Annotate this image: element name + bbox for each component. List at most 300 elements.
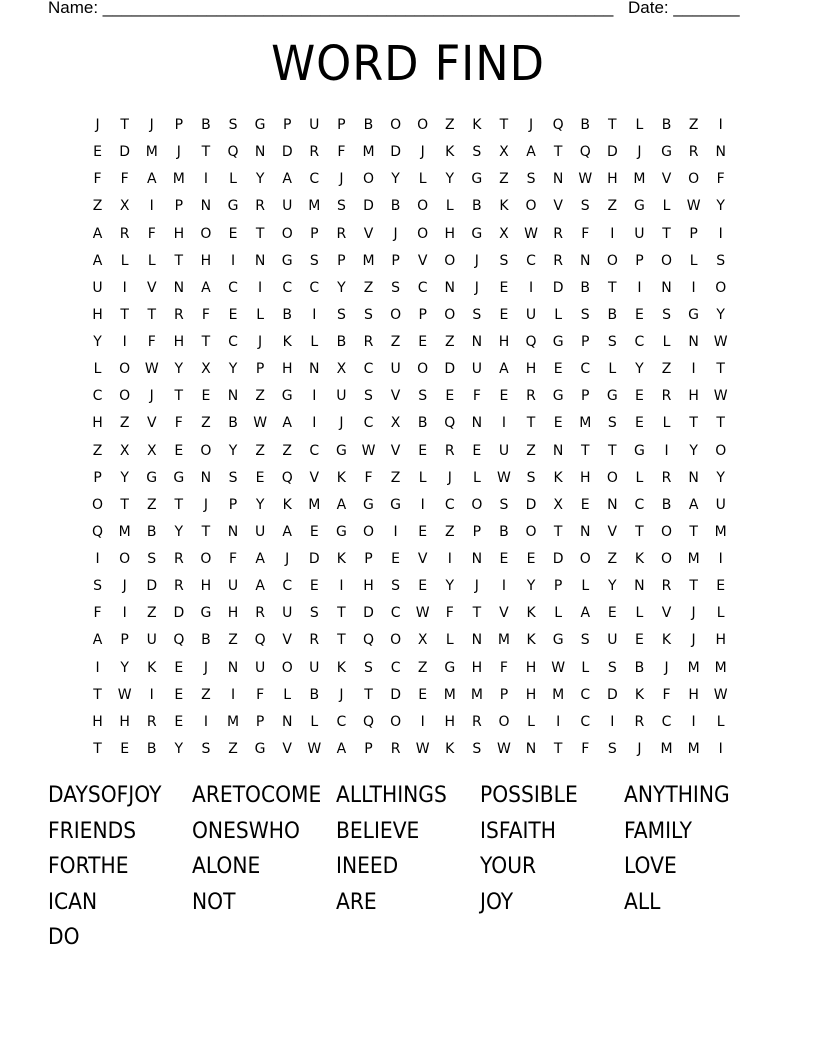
grid-letter: W xyxy=(307,740,322,757)
grid-letter: H xyxy=(688,686,699,703)
grid-letter: S xyxy=(607,740,617,757)
grid-letter: S xyxy=(607,334,617,350)
grid-letter: R xyxy=(173,578,184,595)
grid-letter: C xyxy=(282,578,293,595)
grid-letter: V xyxy=(146,415,157,432)
grid-letter: T xyxy=(499,117,509,133)
word-list-item: DAYSOFJOY xyxy=(48,783,162,808)
grid-letter: W xyxy=(713,334,728,350)
grid-letter: V xyxy=(282,740,292,757)
grid-letter: J xyxy=(420,144,425,161)
grid-letter: J xyxy=(637,144,642,161)
grid-letter: A xyxy=(92,225,103,242)
grid-letter: K xyxy=(634,686,645,703)
grid-letter: H xyxy=(471,659,483,676)
grid-letter: O xyxy=(661,523,673,540)
grid-letter: E xyxy=(634,632,644,649)
grid-letter: Z xyxy=(146,496,157,513)
grid-letter: M xyxy=(470,686,483,703)
grid-letter: U xyxy=(390,361,401,378)
grid-letter: K xyxy=(634,551,645,567)
grid-letter: M xyxy=(226,713,240,730)
grid-letter: E xyxy=(418,523,428,540)
grid-letter: J xyxy=(203,496,208,513)
grid-letter: L xyxy=(662,198,671,215)
grid-letter: W xyxy=(497,740,511,757)
grid-letter: X xyxy=(553,496,563,513)
grid-letter: E xyxy=(228,306,238,323)
grid-letter: O xyxy=(498,713,510,730)
grid-letter: D xyxy=(606,686,618,703)
grid-letter: H xyxy=(444,713,456,730)
grid-letter: M xyxy=(633,171,646,188)
grid-letter: M xyxy=(362,252,375,269)
grid-letter: I xyxy=(312,388,317,405)
grid-letter: H xyxy=(525,686,537,703)
grid-letter: W xyxy=(524,225,538,242)
grid-letter: N xyxy=(634,578,645,595)
grid-letter: A xyxy=(336,496,347,513)
grid-letter: J xyxy=(203,659,208,676)
grid-letter: I xyxy=(312,415,317,432)
grid-letter: F xyxy=(364,469,373,486)
grid-letter: R xyxy=(526,388,536,405)
grid-letter: D xyxy=(552,551,564,567)
grid-letter: S xyxy=(499,496,509,513)
grid-letter: S xyxy=(336,306,346,323)
grid-letter: F xyxy=(445,605,454,622)
grid-letter: H xyxy=(715,632,726,649)
grid-letter: K xyxy=(445,144,455,161)
grid-letter: Y xyxy=(635,361,644,378)
grid-letter: U xyxy=(282,605,293,622)
grid-letter: B xyxy=(580,117,591,133)
grid-letter: E xyxy=(174,442,184,459)
grid-letter: E xyxy=(201,388,211,405)
grid-letter: U xyxy=(498,442,510,459)
grid-letter: O xyxy=(390,306,402,323)
grid-letter: N xyxy=(579,252,591,269)
grid-letter: K xyxy=(526,632,536,649)
grid-letter: C xyxy=(363,361,374,378)
grid-letter: P xyxy=(255,713,265,730)
grid-letter: L xyxy=(635,469,644,486)
grid-letter: N xyxy=(471,334,483,350)
grid-letter: M xyxy=(145,144,158,161)
grid-letter: N xyxy=(715,144,726,161)
grid-letter: E xyxy=(580,496,590,513)
grid-letter: H xyxy=(363,578,374,595)
grid-letter: F xyxy=(93,605,102,622)
grid-letter: A xyxy=(92,632,103,649)
grid-letter: Y xyxy=(255,171,265,188)
grid-letter: P xyxy=(310,225,319,242)
grid-letter: Z xyxy=(228,632,238,649)
grid-letter: P xyxy=(364,551,373,567)
grid-letter: L xyxy=(418,469,427,486)
grid-letter: D xyxy=(390,144,401,161)
grid-letter: K xyxy=(445,740,455,757)
grid-letter: T xyxy=(201,523,211,540)
grid-letter: O xyxy=(606,469,618,486)
grid-letter: H xyxy=(525,361,537,378)
grid-letter: P xyxy=(581,388,590,405)
grid-letter: Y xyxy=(716,306,725,323)
grid-letter: T xyxy=(662,225,671,242)
grid-letter: Z xyxy=(92,198,103,215)
grid-letter: C xyxy=(580,361,591,378)
grid-letter: A xyxy=(526,144,536,161)
grid-letter: O xyxy=(417,117,429,133)
grid-letter: I xyxy=(95,659,100,676)
grid-letter: V xyxy=(661,171,672,188)
grid-letter: S xyxy=(716,252,726,269)
grid-letter: R xyxy=(309,144,320,161)
grid-letter: A xyxy=(688,496,699,513)
grid-letter: B xyxy=(146,740,157,757)
grid-letter: P xyxy=(282,117,292,133)
grid-letter: T xyxy=(716,415,725,432)
grid-letter: B xyxy=(363,117,374,133)
grid-letter: P xyxy=(337,117,346,133)
grid-letter: N xyxy=(688,334,699,350)
grid-letter: H xyxy=(200,252,212,269)
grid-letter: I xyxy=(637,279,642,296)
grid-letter: F xyxy=(581,225,590,242)
grid-letter: P xyxy=(174,198,184,215)
grid-letter: R xyxy=(688,144,699,161)
grid-letter: Z xyxy=(363,279,374,296)
grid-letter: Y xyxy=(716,198,725,215)
grid-letter: R xyxy=(119,225,130,242)
grid-letter: D xyxy=(444,361,456,378)
grid-letter: T xyxy=(120,306,129,323)
grid-letter: J xyxy=(339,171,344,188)
grid-letter: E xyxy=(93,144,102,161)
grid-letter: L xyxy=(256,306,265,323)
grid-letter: N xyxy=(579,523,591,540)
grid-letter: Y xyxy=(255,496,265,513)
grid-letter: Z xyxy=(201,415,211,432)
grid-letter: L xyxy=(472,469,481,486)
grid-letter: T xyxy=(689,578,698,595)
grid-letter: E xyxy=(553,361,563,378)
grid-letter: J xyxy=(528,117,534,133)
grid-letter: C xyxy=(228,279,238,296)
grid-letter: W xyxy=(713,388,728,405)
grid-letter: P xyxy=(174,117,184,133)
grid-letter: Z xyxy=(146,605,157,622)
grid-letter: J xyxy=(258,334,263,350)
grid-letter: I xyxy=(203,171,208,188)
grid-letter: S xyxy=(391,279,401,296)
letter-grid xyxy=(84,112,734,763)
grid-letter: Y xyxy=(526,578,536,595)
grid-letter: S xyxy=(228,469,238,486)
grid-letter: Z xyxy=(119,415,130,432)
grid-letter: J xyxy=(149,388,154,405)
grid-letter: N xyxy=(525,740,537,757)
grid-letter: R xyxy=(661,469,672,486)
grid-letter: G xyxy=(335,442,347,459)
grid-letter: D xyxy=(146,578,158,595)
grid-letter: X xyxy=(417,632,428,649)
grid-letter: C xyxy=(444,496,455,513)
grid-letter: N xyxy=(661,279,672,296)
grid-letter: K xyxy=(282,334,292,350)
grid-letter: S xyxy=(472,144,482,161)
grid-letter: F xyxy=(499,659,508,676)
grid-letter: C xyxy=(526,252,536,269)
grid-letter: Z xyxy=(607,551,618,567)
grid-letter: Y xyxy=(716,469,725,486)
grid-letter: H xyxy=(227,605,239,622)
grid-letter: L xyxy=(147,252,156,269)
word-list-item: ISFAITH xyxy=(480,818,557,844)
grid-letter: G xyxy=(444,659,456,676)
grid-letter: U xyxy=(254,523,266,540)
grid-letter: A xyxy=(282,523,292,540)
grid-letter: K xyxy=(526,605,536,622)
word-list-item: BELIEVE xyxy=(336,818,420,844)
grid-letter: O xyxy=(200,551,212,567)
grid-letter: I xyxy=(420,713,425,730)
grid-letter: J xyxy=(95,117,100,133)
grid-letter: Z xyxy=(92,442,103,459)
grid-letter: F xyxy=(93,171,102,188)
grid-letter: S xyxy=(526,469,536,486)
grid-letter: H xyxy=(688,388,699,405)
grid-letter: L xyxy=(554,605,563,622)
grid-letter: D xyxy=(390,686,401,703)
grid-letter: P xyxy=(93,469,102,486)
grid-letter: V xyxy=(499,605,509,622)
grid-letter: O xyxy=(444,252,456,269)
grid-letter: Q xyxy=(281,469,293,486)
grid-letter: X xyxy=(336,361,347,378)
grid-letter: U xyxy=(607,632,618,649)
grid-letter: Z xyxy=(499,171,509,188)
grid-letter: L xyxy=(283,686,292,703)
grid-letter: D xyxy=(525,496,537,513)
grid-letter: P xyxy=(581,334,590,350)
grid-letter: K xyxy=(661,632,672,649)
grid-letter: I xyxy=(691,713,696,730)
grid-letter: E xyxy=(120,740,130,757)
grid-letter: E xyxy=(499,388,509,405)
grid-letter: D xyxy=(606,144,618,161)
word-list-item: DO xyxy=(48,925,80,951)
grid-letter: E xyxy=(174,659,184,676)
grid-letter: Z xyxy=(688,117,699,133)
grid-letter: L xyxy=(310,713,319,730)
word-list-item: POSSIBLE xyxy=(480,783,578,808)
grid-letter: L xyxy=(608,361,617,378)
grid-letter: C xyxy=(580,713,591,730)
grid-letter: Z xyxy=(255,388,265,405)
grid-letter: V xyxy=(661,605,672,622)
word-list-item: ALONE xyxy=(192,854,261,880)
grid-letter: L xyxy=(581,659,590,676)
grid-letter: C xyxy=(92,388,103,405)
grid-letter: E xyxy=(634,415,644,432)
grid-letter: S xyxy=(526,171,536,188)
grid-letter: K xyxy=(336,551,346,567)
grid-letter: T xyxy=(608,279,617,296)
grid-letter: I xyxy=(122,279,127,296)
grid-letter: T xyxy=(337,605,346,622)
grid-letter: I xyxy=(718,740,723,757)
grid-letter: E xyxy=(445,388,455,405)
grid-letter: D xyxy=(552,279,564,296)
grid-letter: A xyxy=(580,605,591,622)
grid-letter: T xyxy=(689,523,698,540)
grid-letter: C xyxy=(580,686,591,703)
header xyxy=(48,0,816,19)
grid-letter: S xyxy=(499,252,509,269)
grid-letter: R xyxy=(173,306,184,323)
grid-letter: C xyxy=(282,279,293,296)
grid-letter: W xyxy=(497,469,511,486)
grid-letter: P xyxy=(553,578,563,595)
grid-letter: K xyxy=(472,117,482,133)
grid-letter: E xyxy=(174,686,184,703)
grid-letter: I xyxy=(312,306,317,323)
grid-letter: O xyxy=(417,225,429,242)
grid-letter: C xyxy=(390,605,401,622)
grid-letter: R xyxy=(661,388,672,405)
grid-letter: T xyxy=(147,306,157,323)
grid-letter: V xyxy=(417,551,428,567)
grid-letter: V xyxy=(282,632,292,649)
word-list-item: ALL xyxy=(624,889,661,915)
grid-letter: M xyxy=(687,740,700,757)
grid-letter: I xyxy=(501,578,507,595)
grid-letter: T xyxy=(201,334,211,350)
grid-letter: A xyxy=(255,578,265,595)
grid-letter: O xyxy=(688,171,700,188)
grid-letter: G xyxy=(146,469,158,486)
grid-letter: B xyxy=(661,496,672,513)
grid-letter: E xyxy=(634,306,644,323)
grid-letter: M xyxy=(443,686,456,703)
word-list-item: ANYTHING xyxy=(624,783,730,808)
grid-letter: I xyxy=(393,523,398,540)
grid-letter: H xyxy=(173,334,185,350)
grid-letter: O xyxy=(417,198,429,215)
word-list xyxy=(48,778,768,956)
grid-letter: E xyxy=(418,334,428,350)
grid-letter: I xyxy=(122,334,127,350)
grid-letter: D xyxy=(173,605,185,622)
grid-letter: S xyxy=(364,659,373,676)
grid-letter: L xyxy=(93,361,102,378)
grid-letter: S xyxy=(309,252,319,269)
grid-letter: O xyxy=(390,632,402,649)
grid-letter: R xyxy=(173,551,184,567)
grid-letter: Z xyxy=(661,361,672,378)
grid-letter: O xyxy=(362,171,374,188)
grid-letter: F xyxy=(201,306,210,323)
name-field-label: Name: ______________________________________________________ xyxy=(48,0,614,17)
grid-letter: E xyxy=(255,469,265,486)
grid-letter: Z xyxy=(444,117,455,133)
grid-letter: Y xyxy=(120,659,129,676)
grid-letter: H xyxy=(281,361,293,378)
grid-letter: P xyxy=(228,496,238,513)
grid-letter: N xyxy=(552,442,564,459)
grid-letter: X xyxy=(499,144,509,161)
grid-letter: C xyxy=(634,496,645,513)
grid-letter: N xyxy=(471,632,483,649)
grid-letter: I xyxy=(691,361,696,378)
grid-letter: I xyxy=(258,279,263,296)
grid-letter: Y xyxy=(228,361,238,378)
word-list-item: ARETOCOME xyxy=(192,783,322,808)
grid-letter: X xyxy=(146,442,157,459)
grid-letter: F xyxy=(174,415,183,432)
grid-letter: J xyxy=(474,252,479,269)
grid-letter: S xyxy=(336,198,346,215)
grid-letter: Y xyxy=(174,361,184,378)
grid-letter: N xyxy=(444,279,455,296)
grid-letter: T xyxy=(120,496,129,513)
grid-letter: B xyxy=(661,117,672,133)
grid-letter: E xyxy=(309,578,319,595)
grid-letter: S xyxy=(580,198,590,215)
grid-letter: K xyxy=(282,496,292,513)
grid-letter: J xyxy=(285,551,290,567)
grid-letter: U xyxy=(525,306,537,323)
grid-letter: S xyxy=(607,415,617,432)
grid-letter: J xyxy=(474,578,479,595)
grid-letter: G xyxy=(471,225,483,242)
grid-letter: Z xyxy=(444,523,455,540)
grid-letter: B xyxy=(309,686,320,703)
grid-letter: Z xyxy=(444,334,455,350)
grid-letter: R xyxy=(471,713,482,730)
grid-letter: Z xyxy=(607,198,618,215)
grid-letter: U xyxy=(146,632,157,649)
grid-letter: S xyxy=(472,306,482,323)
grid-letter: N xyxy=(227,659,239,676)
grid-letter: N xyxy=(254,144,266,161)
grid-letter: C xyxy=(634,334,645,350)
grid-letter: S xyxy=(472,740,482,757)
grid-letter: F xyxy=(147,334,156,350)
grid-letter: H xyxy=(92,713,103,730)
grid-letter: Y xyxy=(93,334,102,350)
grid-letter: O xyxy=(200,225,212,242)
grid-letter: G xyxy=(254,740,266,757)
grid-letter: I xyxy=(718,225,723,242)
grid-letter: T xyxy=(580,442,590,459)
grid-letter: I xyxy=(230,686,236,703)
grid-letter: G xyxy=(173,469,185,486)
grid-letter: P xyxy=(499,686,509,703)
grid-letter: O xyxy=(715,442,727,459)
grid-letter: Z xyxy=(255,442,265,459)
grid-letter: B xyxy=(580,279,591,296)
grid-letter: O xyxy=(661,252,673,269)
grid-letter: G xyxy=(688,306,700,323)
grid-letter: K xyxy=(147,659,157,676)
grid-letter: Y xyxy=(445,171,455,188)
word-list-item: LOVE xyxy=(624,854,677,880)
grid-letter: M xyxy=(172,171,185,188)
grid-letter: L xyxy=(689,252,698,269)
grid-letter: L xyxy=(310,334,319,350)
